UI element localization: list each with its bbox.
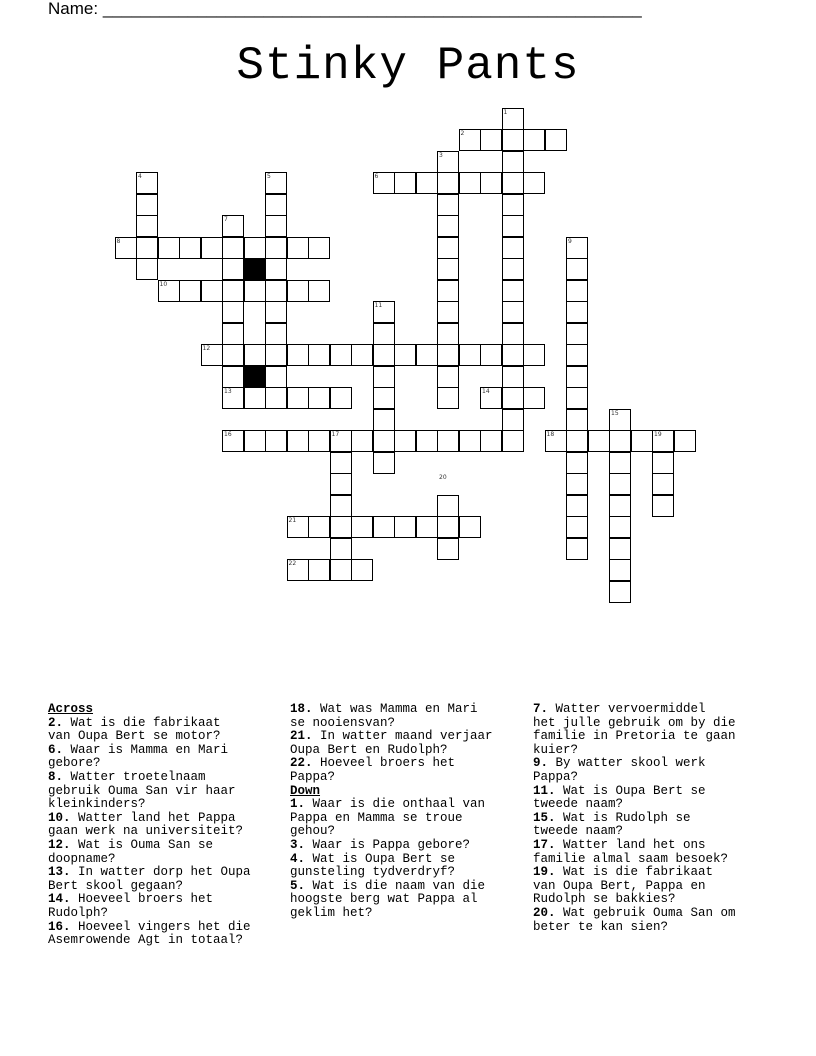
clue-text: Wat is die fabrikaat <box>63 715 221 730</box>
clue-6 <box>48 744 251 771</box>
grid-cell[interactable] <box>136 194 158 216</box>
grid-cell[interactable] <box>330 387 352 409</box>
grid-cell[interactable] <box>330 452 352 474</box>
grid-cell[interactable] <box>222 344 244 366</box>
grid-cell[interactable] <box>502 387 524 409</box>
grid-cell[interactable] <box>588 430 610 452</box>
grid-cell[interactable] <box>201 237 223 259</box>
grid-cell[interactable] <box>652 495 674 517</box>
grid-cell[interactable] <box>523 344 545 366</box>
clue-text: Waar is die onthaal van <box>305 797 486 812</box>
clue-line <box>48 839 251 853</box>
clue-line: gebore? <box>48 756 101 771</box>
grid-cell[interactable] <box>609 473 631 495</box>
clue-line: Pappa en Mamma se troue <box>290 810 463 825</box>
clue-1 <box>290 798 493 839</box>
clues-column-1 <box>48 703 251 948</box>
grid-cell[interactable] <box>394 344 416 366</box>
grid-cell[interactable] <box>502 172 524 194</box>
grid-cell[interactable] <box>416 516 438 538</box>
grid-cell[interactable] <box>480 430 502 452</box>
grid-cell[interactable] <box>566 430 588 452</box>
grid-cell[interactable] <box>308 237 330 259</box>
grid-cell[interactable] <box>502 323 524 345</box>
grid-cell[interactable] <box>566 495 588 517</box>
grid-cell[interactable] <box>502 237 524 259</box>
grid-cell[interactable] <box>373 387 395 409</box>
grid-cell[interactable] <box>222 280 244 302</box>
grid-cell[interactable] <box>631 430 653 452</box>
clue-label: 4. <box>290 851 306 866</box>
grid-cell[interactable] <box>502 258 524 280</box>
grid-cell[interactable] <box>265 237 287 259</box>
page-title: Stinky Pants <box>236 40 580 92</box>
clue-text: Wat is die naam van die <box>305 878 486 893</box>
clue-line <box>290 880 493 894</box>
grid-cell[interactable] <box>265 194 287 216</box>
grid-cell[interactable] <box>244 430 266 452</box>
grid-cell[interactable] <box>523 387 545 409</box>
clues-column-3 <box>533 703 736 934</box>
clue-line <box>48 812 251 826</box>
grid-cell[interactable] <box>201 280 223 302</box>
grid-cell[interactable] <box>502 409 524 431</box>
clue-label: 12. <box>48 837 71 852</box>
grid-cell[interactable] <box>437 516 459 538</box>
clue-number-21: 21 <box>288 517 297 524</box>
clue-line: Rudolph? <box>48 905 109 920</box>
clue-text: Watter troetelnaam <box>63 769 206 784</box>
clue-line: gehou? <box>290 824 336 839</box>
grid-cell[interactable] <box>265 280 287 302</box>
grid-cell[interactable] <box>265 344 287 366</box>
grid-cell[interactable] <box>437 323 459 345</box>
grid-cell[interactable] <box>351 516 373 538</box>
grid-cell[interactable] <box>287 344 309 366</box>
grid-cell[interactable] <box>158 237 180 259</box>
clue-line <box>48 744 251 758</box>
grid-cell[interactable] <box>480 172 502 194</box>
grid-cell[interactable] <box>308 516 330 538</box>
grid-cell[interactable] <box>459 172 481 194</box>
grid-cell[interactable] <box>265 215 287 237</box>
clue-number-5: 5 <box>267 173 271 180</box>
clue-number-12: 12 <box>202 345 211 352</box>
grid-cell[interactable] <box>674 430 696 452</box>
grid-cell[interactable] <box>609 538 631 560</box>
clue-label: 13. <box>48 865 71 880</box>
grid-cell[interactable] <box>609 581 631 603</box>
clue-number-8: 8 <box>116 237 121 245</box>
clue-17 <box>533 839 736 866</box>
clue-line <box>533 812 736 826</box>
clue-number-10: 10 <box>159 280 168 288</box>
clue-number-16: 16 <box>224 431 232 438</box>
clue-line: het julle gebruik om by die <box>533 715 736 730</box>
clue-label: 18. <box>290 702 313 716</box>
grid-cell[interactable] <box>179 280 201 302</box>
grid-cell[interactable] <box>330 559 352 581</box>
grid-cell[interactable] <box>244 344 266 366</box>
grid-cell[interactable] <box>308 559 330 581</box>
grid-cell[interactable] <box>566 301 588 323</box>
clue-text: Hoeveel vingers het die <box>70 919 251 934</box>
clue-line: doopname? <box>48 851 116 866</box>
clue-label: 17. <box>533 837 556 852</box>
clue-line <box>533 839 736 853</box>
clue-line: gaan werk na universiteit? <box>48 824 244 839</box>
grid-cell[interactable] <box>287 237 309 259</box>
clue-line: hoogste berg wat Pappa al <box>290 892 478 907</box>
across-heading: Across <box>48 702 94 716</box>
clue-line <box>533 757 736 771</box>
grid-cell[interactable] <box>373 516 395 538</box>
grid-cell[interactable] <box>437 301 459 323</box>
grid-cell[interactable] <box>459 430 481 452</box>
clue-number-9: 9 <box>568 237 572 245</box>
clue-2 <box>48 717 251 744</box>
clue-20 <box>533 907 736 934</box>
clue-number-18: 18 <box>546 431 555 438</box>
clue-line: gunsteling tydverdryf? <box>290 865 456 880</box>
clue-line: Pappa? <box>290 769 336 784</box>
clue-line: Pappa? <box>533 769 579 784</box>
grid-cell[interactable] <box>437 172 459 194</box>
grid-cell[interactable] <box>566 280 588 302</box>
grid-cell[interactable] <box>502 344 524 366</box>
clue-number-11: 11 <box>374 302 383 309</box>
grid-cell[interactable] <box>609 516 631 538</box>
clue-line <box>48 893 251 907</box>
grid-cell[interactable] <box>437 538 459 560</box>
clue-label: 3. <box>290 837 306 852</box>
grid-cell[interactable] <box>566 366 588 388</box>
grid-cell[interactable] <box>136 237 158 259</box>
grid-cell[interactable] <box>394 516 416 538</box>
clue-line <box>48 717 251 731</box>
clue-line <box>48 921 251 935</box>
grid-cell[interactable] <box>502 280 524 302</box>
clue-5 <box>290 880 493 921</box>
clue-8 <box>48 771 251 812</box>
clue-line <box>533 866 736 880</box>
clue-18 <box>290 703 493 730</box>
clue-label: 19. <box>533 865 556 880</box>
clue-label: 15. <box>533 810 556 825</box>
grid-cell[interactable] <box>480 344 502 366</box>
grid-cell[interactable] <box>652 473 674 495</box>
clue-label: 10. <box>48 810 71 825</box>
grid-cell[interactable] <box>545 129 567 151</box>
clue-11 <box>533 785 736 812</box>
clue-number-14: 14 <box>482 388 490 395</box>
clue-text: Wat gebruik Ouma San om <box>555 905 736 920</box>
grid-cell[interactable] <box>502 301 524 323</box>
grid-cell[interactable] <box>566 323 588 345</box>
grid-cell[interactable] <box>373 452 395 474</box>
clue-16 <box>48 921 251 948</box>
grid-cell[interactable] <box>416 172 438 194</box>
clue-number-13: 13 <box>224 388 232 395</box>
clue-label: 1. <box>290 797 306 812</box>
grid-cell[interactable] <box>437 344 459 366</box>
clue-label: 9. <box>533 756 549 771</box>
clue-number-2: 2 <box>460 130 465 137</box>
clue-line: beter te kan sien? <box>533 919 669 934</box>
clue-label: 11. <box>533 783 556 798</box>
grid-cell[interactable] <box>502 366 524 388</box>
grid-cell[interactable] <box>265 387 287 409</box>
grid-cell[interactable] <box>330 344 352 366</box>
grid-cell[interactable] <box>330 538 352 560</box>
clue-line <box>533 785 736 799</box>
grid-cell[interactable] <box>609 559 631 581</box>
clue-line <box>290 730 493 744</box>
clue-text: Wat is Oupa Bert se <box>305 851 456 866</box>
clue-22 <box>290 757 493 784</box>
clue-number-7: 7 <box>224 216 228 223</box>
clue-line: familie in Pretoria te gaan <box>533 729 736 744</box>
clue-number-15: 15 <box>611 409 619 417</box>
grid-cell[interactable] <box>566 452 588 474</box>
clue-4 <box>290 853 493 880</box>
grid-cell[interactable] <box>566 344 588 366</box>
clue-line <box>290 703 493 717</box>
grid-cell[interactable] <box>373 366 395 388</box>
clue-line: Asemrowende Agt in totaal? <box>48 933 244 948</box>
grid-cell[interactable] <box>416 430 438 452</box>
clue-line <box>533 703 736 717</box>
clue-line <box>290 757 493 771</box>
clue-line: geklim het? <box>290 905 373 920</box>
clue-21 <box>290 730 493 757</box>
clue-line: se nooiensvan? <box>290 715 396 730</box>
clue-label: 16. <box>48 919 71 934</box>
name-label: Name: <box>48 0 99 18</box>
clue-line: kuier? <box>533 742 579 757</box>
grid-black-cell <box>244 366 266 388</box>
clue-3 <box>290 839 493 853</box>
grid-cell[interactable] <box>373 323 395 345</box>
clue-10 <box>48 812 251 839</box>
clue-line <box>48 866 251 880</box>
grid-cell[interactable] <box>566 516 588 538</box>
clue-number-1: 1 <box>503 108 508 116</box>
grid-cell[interactable] <box>136 215 158 237</box>
grid-cell[interactable] <box>265 301 287 323</box>
clue-line: kleinkinders? <box>48 797 146 812</box>
clue-14 <box>48 893 251 920</box>
grid-cell[interactable] <box>222 323 244 345</box>
clue-number-4: 4 <box>138 173 142 180</box>
grid-cell[interactable] <box>437 280 459 302</box>
grid-cell[interactable] <box>523 172 545 194</box>
grid-cell[interactable] <box>437 194 459 216</box>
grid-cell[interactable] <box>502 430 524 452</box>
grid-cell[interactable] <box>416 344 438 366</box>
clue-text: Wat is Ouma San se <box>70 837 214 852</box>
down-heading: Down <box>290 783 321 798</box>
grid-cell[interactable] <box>287 387 309 409</box>
grid-cell[interactable] <box>652 452 674 474</box>
clue-line: Bert skool gegaan? <box>48 878 184 893</box>
grid-cell[interactable] <box>566 409 588 431</box>
clue-line: gebruik Ouma San vir haar <box>48 783 236 798</box>
clue-number-19: 19 <box>654 431 662 438</box>
clue-text: Wat is Oupa Bert se <box>555 783 706 798</box>
grid-cell[interactable] <box>437 237 459 259</box>
grid-cell[interactable] <box>566 258 588 280</box>
clue-line: van Oupa Bert se motor? <box>48 729 221 744</box>
clue-text: Wat was Mamma en Mari <box>312 702 478 716</box>
clue-15 <box>533 812 736 839</box>
clue-text: Waar is Pappa gebore? <box>305 837 471 852</box>
grid-cell[interactable] <box>459 344 481 366</box>
grid-cell[interactable] <box>373 430 395 452</box>
grid-cell[interactable] <box>222 366 244 388</box>
grid-cell[interactable] <box>373 344 395 366</box>
clue-7 <box>533 703 736 757</box>
clue-line: tweede naam? <box>533 824 624 839</box>
grid-cell[interactable] <box>480 129 502 151</box>
grid-cell[interactable] <box>437 495 459 517</box>
grid-cell[interactable] <box>287 430 309 452</box>
grid-cell[interactable] <box>351 559 373 581</box>
grid-cell[interactable] <box>222 237 244 259</box>
grid-cell[interactable] <box>265 430 287 452</box>
clue-line <box>290 853 493 867</box>
grid-cell[interactable] <box>330 495 352 517</box>
clue-line <box>290 839 493 853</box>
clue-12 <box>48 839 251 866</box>
grid-cell[interactable] <box>308 387 330 409</box>
grid-cell[interactable] <box>373 409 395 431</box>
grid-cell[interactable] <box>609 452 631 474</box>
grid-cell[interactable] <box>609 495 631 517</box>
grid-cell[interactable] <box>609 430 631 452</box>
grid-cell[interactable] <box>523 129 545 151</box>
grid-cell[interactable] <box>244 280 266 302</box>
clue-text: Hoeveel broers het <box>70 892 214 907</box>
clue-line <box>533 907 736 921</box>
clue-19 <box>533 866 736 907</box>
grid-cell[interactable] <box>566 538 588 560</box>
clue-label: 5. <box>290 878 306 893</box>
grid-cell[interactable] <box>502 194 524 216</box>
clue-number-17: 17 <box>331 431 340 438</box>
clue-line <box>290 798 493 812</box>
clue-text: Hoeveel broers het <box>312 756 456 771</box>
grid-cell[interactable] <box>287 280 309 302</box>
clue-line: Oupa Bert en Rudolph? <box>290 742 448 757</box>
clues-column-2 <box>290 703 493 921</box>
grid-cell[interactable] <box>351 430 373 452</box>
clue-text: Wat is Rudolph se <box>555 810 691 825</box>
grid-cell[interactable] <box>502 129 524 151</box>
clue-text: Wat is die fabrikaat <box>555 865 714 880</box>
grid-cell[interactable] <box>566 473 588 495</box>
clue-line: familie almal saam besoek? <box>533 851 729 866</box>
grid-cell[interactable] <box>394 430 416 452</box>
grid-cell[interactable] <box>502 151 524 173</box>
clue-label: 21. <box>290 729 313 744</box>
clue-number-22: 22 <box>288 560 297 567</box>
grid-black-cell <box>244 258 266 280</box>
clue-line: tweede naam? <box>533 797 624 812</box>
grid-cell[interactable] <box>459 516 481 538</box>
grid-cell[interactable] <box>351 344 373 366</box>
grid-cell[interactable] <box>566 387 588 409</box>
clue-line: van Oupa Bert, Pappa en <box>533 878 706 893</box>
grid-cell[interactable] <box>437 258 459 280</box>
name-underline[interactable]: _________________________________________________________ <box>102 0 642 18</box>
grid-cell[interactable] <box>136 258 158 280</box>
clue-text: In watter dorp het Oupa <box>70 865 251 880</box>
clue-text: Watter land het Pappa <box>70 810 236 825</box>
clue-number-20: 20 <box>439 474 447 481</box>
clue-text: Waar is Mamma en Mari <box>63 742 229 757</box>
clue-label: 2. <box>48 715 64 730</box>
clue-label: 14. <box>48 892 71 907</box>
clue-label: 6. <box>48 742 64 757</box>
clue-number-6: 6 <box>374 173 379 180</box>
grid-cell[interactable] <box>265 366 287 388</box>
clue-line: Rudolph se bakkies? <box>533 892 676 907</box>
grid-cell[interactable] <box>437 430 459 452</box>
grid-cell[interactable] <box>222 301 244 323</box>
clue-text: In watter maand verjaar <box>312 729 493 744</box>
grid-cell[interactable] <box>330 516 352 538</box>
grid-cell[interactable] <box>394 172 416 194</box>
clue-text: By watter skool werk <box>548 756 706 771</box>
grid-cell[interactable] <box>179 237 201 259</box>
grid-cell[interactable] <box>502 215 524 237</box>
grid-cell[interactable] <box>265 258 287 280</box>
clue-label: 22. <box>290 756 313 771</box>
clue-9 <box>533 757 736 784</box>
grid-cell[interactable] <box>222 258 244 280</box>
grid-cell[interactable] <box>308 344 330 366</box>
grid-cell[interactable] <box>265 323 287 345</box>
clue-line <box>48 771 251 785</box>
grid-cell[interactable] <box>308 280 330 302</box>
grid-cell[interactable] <box>244 237 266 259</box>
clue-label: 7. <box>533 702 549 716</box>
clue-13 <box>48 866 251 893</box>
grid-cell[interactable] <box>244 387 266 409</box>
grid-cell[interactable] <box>437 366 459 388</box>
clue-number-3: 3 <box>439 151 443 159</box>
grid-cell[interactable] <box>330 473 352 495</box>
clue-text: Watter vervoermiddel <box>548 702 706 716</box>
grid-cell[interactable] <box>437 387 459 409</box>
clue-text: Watter land het ons <box>555 837 706 852</box>
clue-label: 8. <box>48 769 64 784</box>
grid-cell[interactable] <box>308 430 330 452</box>
clue-label: 20. <box>533 905 556 920</box>
grid-cell[interactable] <box>437 215 459 237</box>
